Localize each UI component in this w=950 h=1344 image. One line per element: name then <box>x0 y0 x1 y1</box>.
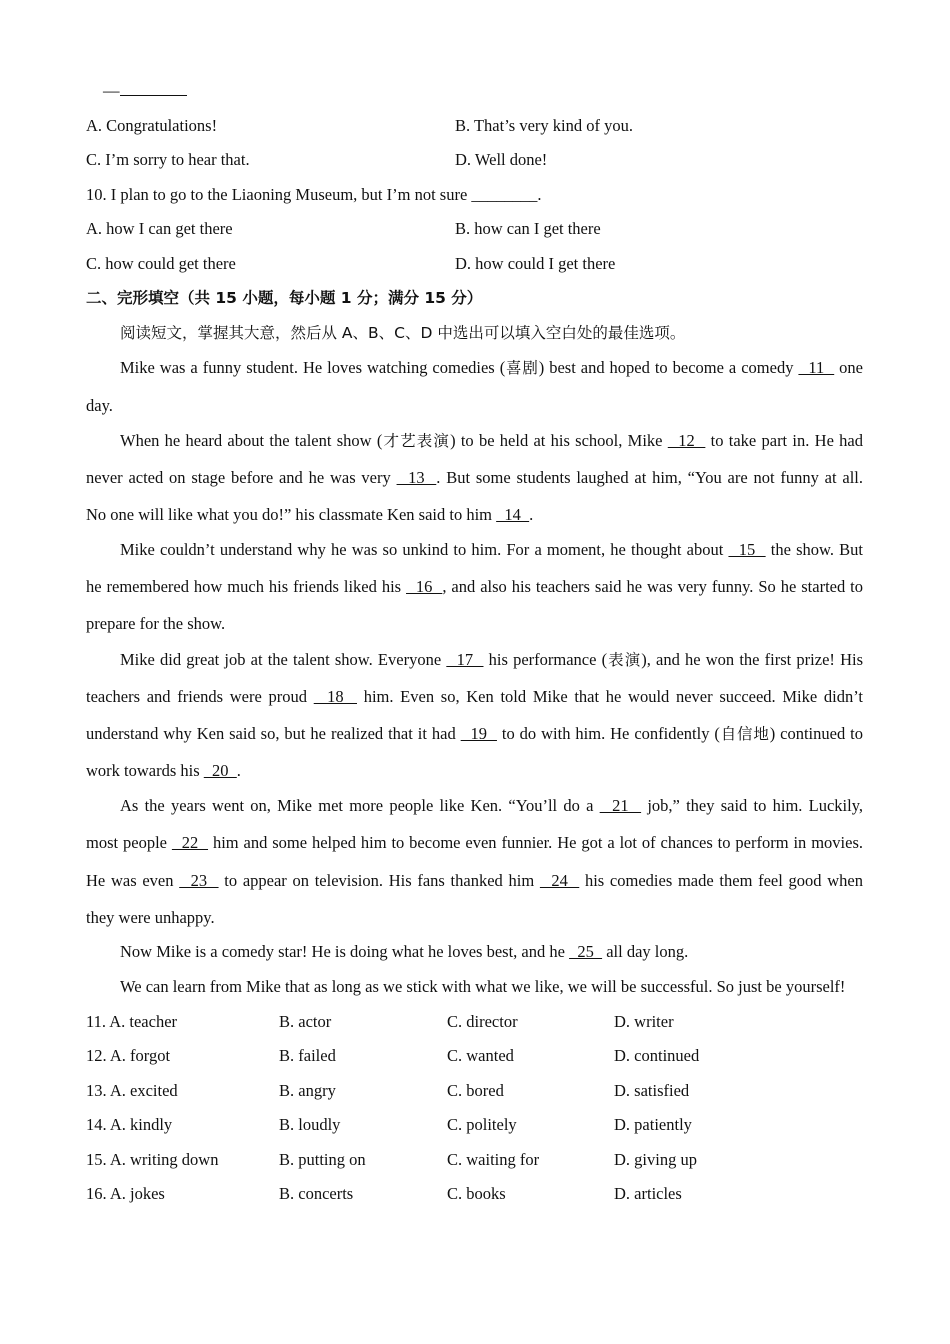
passage-line: day. <box>86 396 113 415</box>
blank-13: 13 <box>396 468 437 487</box>
passage-line: Mike couldn’t understand why he was so unkind to him. For a moment, he thought about 15 the show. But <box>120 540 864 559</box>
choice-15-c: C. waiting for <box>447 1150 540 1169</box>
passage-line: most people 22 him and some helped him to become even funnier. He got a lot of chances to perform in movies. <box>86 833 864 852</box>
choice-14-a: 14. A. kindly <box>86 1115 173 1134</box>
choice-14-c: C. politely <box>447 1115 517 1134</box>
choice-12-a: 12. A. forgot <box>86 1046 171 1065</box>
section-heading: 二、完形填空（共 15 小题，每小题 1 分；满分 15 分） <box>86 289 483 307</box>
q9-answer-blank <box>120 81 187 96</box>
q9-option-b: B. That’s very kind of you. <box>455 116 633 135</box>
choice-15-d: D. giving up <box>614 1150 697 1169</box>
q9-response-dash: — <box>103 81 120 100</box>
choice-15-b: B. putting on <box>279 1150 366 1169</box>
passage-line: work towards his 20 . <box>86 761 241 780</box>
passage-line: As the years went on, Mike met more people like Ken. “You’ll do a 21 job,” they said to him. Luckily, <box>120 796 864 815</box>
blank-16: 16 <box>406 577 443 596</box>
blank-23: 23 <box>179 871 219 890</box>
blank-18: 18 <box>313 687 357 706</box>
passage-line: When he heard about the talent show (才艺表演) to be held at his school, Mike 12 to take part in. He had <box>120 431 863 450</box>
passage-line: teachers and friends were proud 18 him. Even so, Ken told Mike that he would never succeed. Mike didn’t <box>86 687 863 706</box>
choice-11-a: 11. A. teacher <box>86 1012 178 1031</box>
blank-11: 11 <box>798 358 835 377</box>
blank-14: 14 <box>496 505 530 524</box>
passage-line: Now Mike is a comedy star! He is doing what he loves best, and he 25 all day long. <box>120 942 689 961</box>
q9-response-line <box>103 81 187 101</box>
choice-14-b: B. loudly <box>279 1115 341 1134</box>
q9-option-a: A. Congratulations! <box>86 116 218 135</box>
blank-25: 25 <box>569 942 603 961</box>
choice-16-b: B. concerts <box>279 1184 354 1203</box>
passage-line: he remembered how much his friends liked his 16 , and also his teachers said he was very funny. So he started to <box>86 577 864 596</box>
choice-16-a: 16. A. jokes <box>86 1184 165 1203</box>
q9-option-d: D. Well done! <box>455 150 548 169</box>
choice-11-d: D. writer <box>614 1012 674 1031</box>
choice-12-d: D. continued <box>614 1046 700 1065</box>
blank-21: 21 <box>599 796 642 815</box>
choice-13-b: B. angry <box>279 1081 336 1100</box>
q9-option-c: C. I’m sorry to hear that. <box>86 150 250 169</box>
passage-line: they were unhappy. <box>86 908 215 927</box>
passage-line: We can learn from Mike that as long as we stick with what we like, we will be successful. So just be yourself! <box>120 977 846 996</box>
passage-line: No one will like what you do!” his classmate Ken said to him 14 . <box>86 505 534 524</box>
blank-20: 20 <box>203 761 237 780</box>
passage-line: Mike did great job at the talent show. Everyone 17 his performance (表演), and he won the first prize! His <box>120 650 863 669</box>
choice-13-d: D. satisfied <box>614 1081 690 1100</box>
passage-line: never acted on stage before and he was very 13 . But some students laughed at him, “You are not funny at all. <box>86 468 863 487</box>
q10-option-d: D. how could I get there <box>455 254 616 273</box>
choice-11-c: C. director <box>447 1012 518 1031</box>
blank-17: 17 <box>446 650 484 669</box>
choice-16-d: D. articles <box>614 1184 682 1203</box>
passage-line: prepare for the show. <box>86 614 226 633</box>
choice-11-b: B. actor <box>279 1012 332 1031</box>
q10-option-b: B. how can I get there <box>455 219 601 238</box>
passage-line: Mike was a funny student. He loves watching comedies (喜剧) best and hoped to become a comedy 11 one <box>120 358 863 377</box>
q10-option-a: A. how I can get there <box>86 219 233 238</box>
blank-22: 22 <box>171 833 209 852</box>
section-instruction: 阅读短文，掌握其大意，然后从 A、B、C、D 中选出可以填入空白处的最佳选项。 <box>120 324 686 342</box>
blank-24: 24 <box>539 871 580 890</box>
choice-12-c: C. wanted <box>447 1046 514 1065</box>
blank-12: 12 <box>667 431 706 450</box>
choice-13-c: C. bored <box>447 1081 504 1100</box>
choice-12-b: B. failed <box>279 1046 336 1065</box>
passage-line: understand why Ken said so, but he realized that it had 19 to do with him. He confidently (自信地) continued to <box>86 724 863 743</box>
choice-16-c: C. books <box>447 1184 506 1203</box>
passage-line: He was even 23 to appear on television. His fans thanked him 24 his comedies made them feel good when <box>86 871 864 890</box>
choice-13-a: 13. A. excited <box>86 1081 178 1100</box>
choice-14-d: D. patiently <box>614 1115 692 1134</box>
blank-15: 15 <box>728 540 766 559</box>
q10-stem: 10. I plan to go to the Liaoning Museum, but I’m not sure ________. <box>86 185 542 204</box>
q10-option-c: C. how could get there <box>86 254 236 273</box>
blank-19: 19 <box>460 724 497 743</box>
choice-15-a: 15. A. writing down <box>86 1150 219 1169</box>
